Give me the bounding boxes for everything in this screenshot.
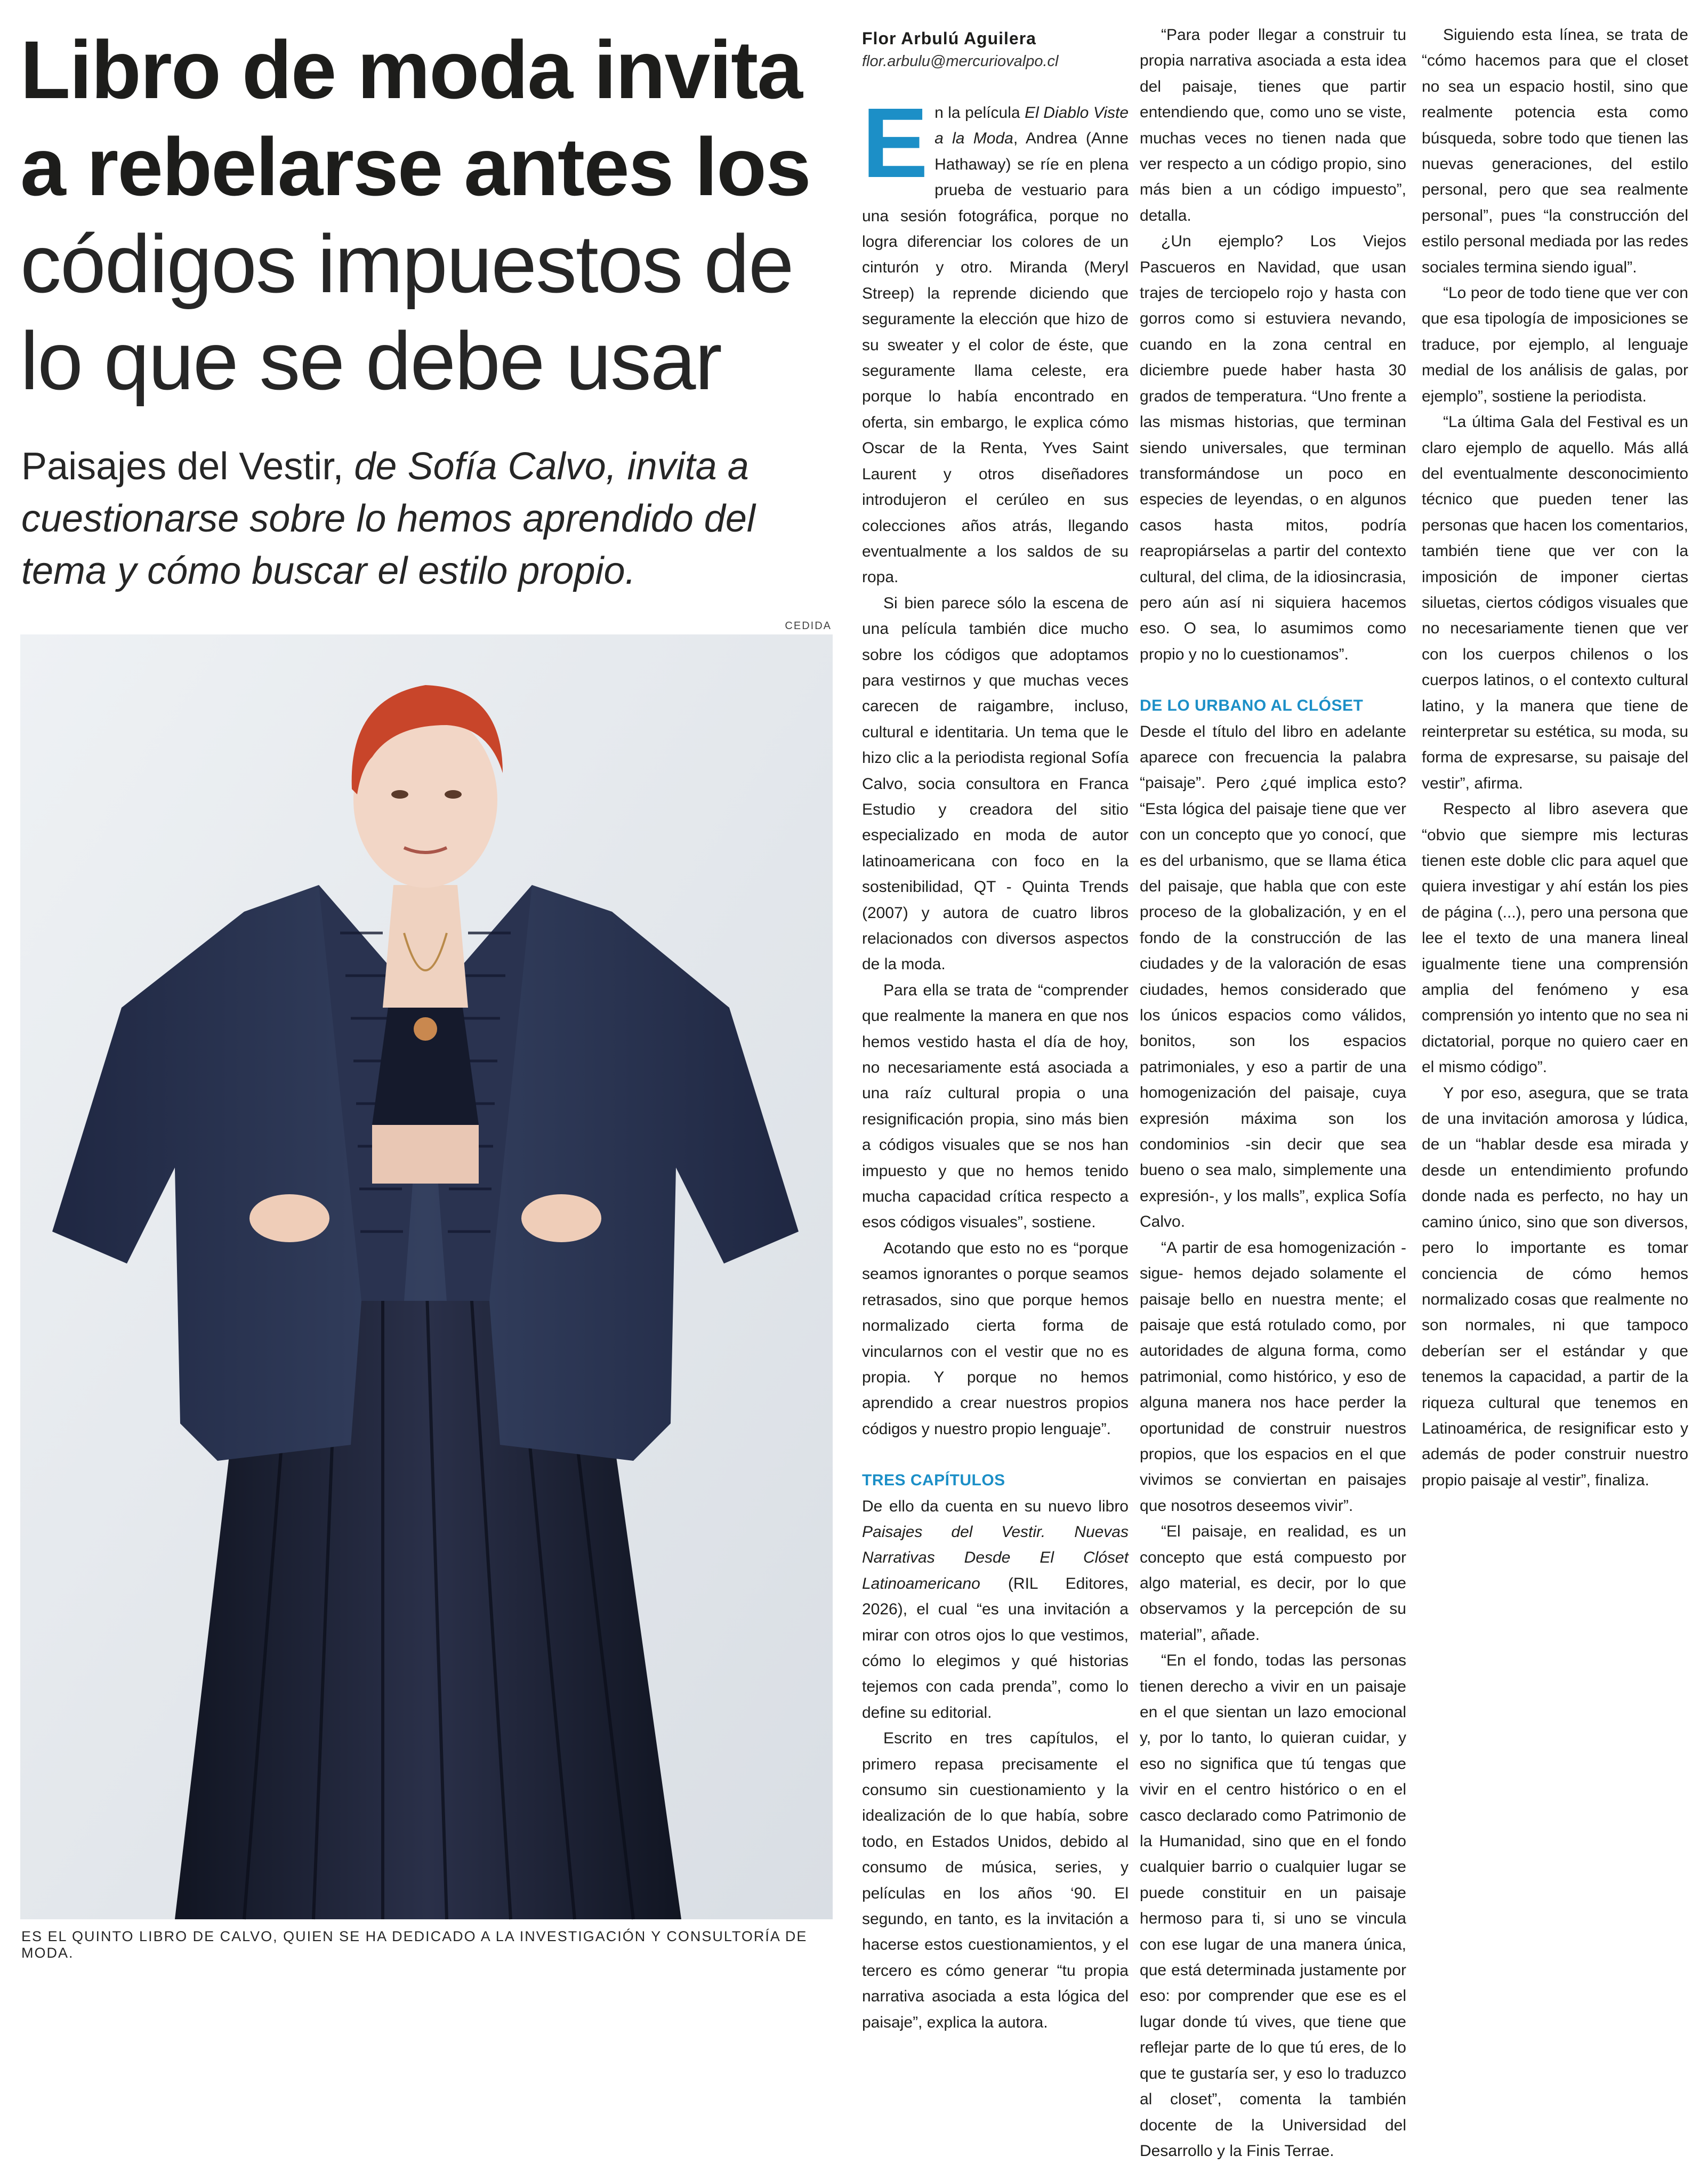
photo-credit: CEDIDA bbox=[785, 620, 832, 632]
paragraph: Respecto al libro asevera que “obvio que siempre mis lecturas tienen este doble clic para aquel que quiera investigar y ahí están los pies de página (...), pero una persona que lee el texto de una manera lineal igualmente tiene una comprensión amplia del fenómeno y esa comprensión yo intento que no sea ni dictatorial, porque no quiero caer en el mismo código”. bbox=[1422, 800, 1688, 1076]
paragraph: “Para poder llegar a construir tu propia narrativa asociada a esta idea del paisaje, tienes que partir entendiendo que, como uno se viste, muchas veces no tienen nada que ver respecto a un código propio, sino más bien a un código impuesto”, detalla. bbox=[1140, 26, 1406, 224]
headline-line: a rebelarse antes los bbox=[20, 121, 810, 213]
section-heading: TRES CAPÍTULOS bbox=[862, 1471, 1005, 1490]
paragraph: De ello da cuenta en su nuevo libro Paisajes del Vestir. Nuevas Narrativas Desde El Clóset Latinoamericano (RIL Editores, 2026), el cual “es una invitación a mirar con otros ojos lo que vestimos, cómo lo elegimos y qué historias tejemos con cada prenda”, como lo define su editorial. bbox=[862, 1497, 1129, 1721]
portrait-photo bbox=[20, 634, 833, 1919]
article-column-2 bbox=[1140, 22, 1406, 2160]
article-column-1 bbox=[862, 88, 1129, 2031]
byline bbox=[862, 27, 1139, 73]
film-title: El Diablo Viste a la Moda bbox=[934, 104, 1129, 148]
paragraph: Para ella se trata de “comprender que realmente la manera en que nos hemos vestido hasta el día de hoy, no necesariamente está asociada a una raíz cultural propia o una resignificación propia, sino más bien a códigos visuales que se nos han impuesto y que no hemos tenido mucha capacidad crítica respecto a esos códigos visuales”, sostiene. bbox=[862, 981, 1129, 1232]
paragraph: Escrito en tres capítulos, el primero repasa precisamente el consumo sin cuestionamiento y la idealización de lo que había, sobre todo, en Estados Unidos, debido al consumo de música, series, y películas en los años ‘90. El segundo, en tanto, es la invitación a hacerse estos cuestionamientos, y el tercero es cómo generar “tu propia narrativa asociada a esta lógica del paisaje”, explica la autora. bbox=[862, 1729, 1129, 2031]
photo-caption: ES EL QUINTO LIBRO DE CALVO, QUIEN SE HA DEDICADO A LA INVESTIGACIÓN Y CONSULTORÍA DE MODA. bbox=[21, 1928, 808, 1961]
paragraph: “En el fondo, todas las personas tienen derecho a vivir en un paisaje en el que sientan un lazo emocional y, por lo tanto, lo quieran cuidar, y eso no significa que tú tengas que vivir en el centro histórico o en el casco declarado como Patrimonio de la Humanidad, sino que en el fondo cualquier barrio o cualquier lugar se puede constituir en un paisaje hermoso para ti, si uno se vincula con ese lugar de una manera única, que está determinada justamente por eso: por comprender que ese es el lugar donde tú vives, que tiene que reflejar parte de lo que tú eres, de lo que te gustaría ser, y eso lo traduzco al closet”, comenta la también docente de la Universidad del Desarrollo y la Finis Terrae. bbox=[1140, 1652, 1406, 2160]
section-heading: DE LO URBANO AL CLÓSET bbox=[1140, 697, 1364, 715]
portrait-illustration bbox=[20, 634, 833, 1919]
author-email[interactable]: flor.arbulu@mercuriovalpo.cl bbox=[862, 53, 1059, 70]
deck-subtitle bbox=[21, 440, 821, 597]
paragraph: Desde el título del libro en adelante aparece con frecuencia la palabra “paisaje”. Pero ¿qué implica esto? “Esta lógica del paisaje tiene que ver con un concepto que yo conocí, que es del urbanismo, que se llama ética del paisaje, que habla que con este proceso de la globalización, y en el fondo de la construcción de las ciudades y de la valoración de esas ciudades, hemos considerado que los únicos espacios como válidos, bonitos, son los espacios patrimoniales, y eso a partir de una homogenización del paisaje, cuya expresión máxima son los condominios -sin decir que sea bueno o sea malo, simplemente una expresión-, y los malls”, explica Sofía Calvo. bbox=[1140, 722, 1406, 1231]
paragraph: Y por eso, asegura, que se trata de una invitación amorosa y lúdica, de un “hablar desde esa mirada y desde un entendimiento profundo donde nada es perfecto, no hay un camino único, sino que son diversos, pero lo importante es tomar conciencia de cómo hemos normalizado cosas que realmente no son normales, ni que tampoco deberían ser el estándar y que tenemos la capacidad, a partir de la riqueza cultural que tenemos en Latinoamérica, de resignificar esto y además de poder construir nuestro propio paisaje al vestir”, finaliza. bbox=[1422, 1084, 1688, 1489]
paragraph: En la película El Diablo Viste a la Moda, Andrea (Anne Hathaway) se ríe en plena prueba de vestuario para una sesión fotográfica, porque no logra diferenciar los colores de un cinturón y otro. Miranda (Meryl Streep) la reprende diciendo que seguramente la elección que hizo de su sweater y el color de éste, que seguramente llama celeste, era porque lo había encontrado en oferta, sin embargo, le explica cómo Oscar de la Renta, Yves Saint Laurent y otros diseñadores introdujeron el cerúleo en sus colecciones años atrás, llegando eventualmente a los saldos de su ropa. bbox=[862, 88, 1129, 586]
deck-text: de Sofía Calvo, invita a cuestionarse sobre lo hemos aprendido del tema y cómo buscar el estilo propio. bbox=[21, 445, 755, 592]
headline bbox=[20, 21, 820, 409]
paragraph: Acotando que esto no es “porque seamos ignorantes o porque seamos retrasados, sino que porque hemos normalizado cierta forma de vincularnos con el vestir que no es propia. Y porque no hemos aprendido a crear nuestros propios códigos y nuestro propio lenguaje”. bbox=[862, 1239, 1129, 1438]
headline-line: códigos impuestos de bbox=[20, 218, 793, 310]
book-title: Paisajes del Vestir. Nuevas Narrativas Desde El Clóset Latinoamericano bbox=[862, 1523, 1129, 1592]
paragraph: “Lo peor de todo tiene que ver con que esa tipología de imposiciones se traduce, por ejemplo, al lenguaje medial de los análisis de galas, por ejemplo”, sostiene la periodista. bbox=[1422, 284, 1688, 405]
paragraph: “El paisaje, en realidad, es un concepto que está compuesto por algo material, es decir, por lo que observamos y la percepción de su material”, añade. bbox=[1140, 1523, 1406, 1644]
paragraph: Siguiendo esta línea, se trata de “cómo hacemos para que el closet no sea un espacio hostil, sino que realmente potencia esta como búsqueda, sobre todo que tienen las nuevas generaciones, del estilo personal, pero que sea realmente personal”, pues “la construcción del estilo personal mediada por las redes sociales termina siendo igual”. bbox=[1422, 26, 1688, 276]
headline-line: lo que se debe usar bbox=[20, 315, 721, 407]
paragraph: ¿Un ejemplo? Los Viejos Pascueros en Navidad, que usan trajes de terciopelo rojo y hasta con gorros como si estuviera nevando, cuando en la zona central en diciembre puede haber hasta 30 grados de temperatura. “Uno frente a las mismas historias, que terminan siendo universales, que terminan transformándose un poco en especies de leyendas, o en algunos casos hasta mitos, podría reapropiárselas a partir del contexto cultural, del clima, de la idiosincrasia, pero aún así ni siquiera hacemos eso. O sea, lo asumimos como propio y no lo cuestionamos”. bbox=[1140, 232, 1406, 663]
deck-book-title: Paisajes del Vestir, bbox=[21, 445, 344, 488]
drop-cap: E bbox=[862, 88, 929, 198]
headline-line: Libro de moda invita bbox=[20, 24, 802, 116]
paragraph: “La última Gala del Festival es un claro ejemplo de aquello. Más allá del eventualmente desconocimiento técnico que pueden tener las personas que hacen los comentarios, también tiene que ver con la imposición de imponer ciertas siluetas, ciertos códigos visuales que no necesariamente tienen que ver con los cuerpos chilenos o los cuerpos latinos, o el contexto cultural latino, y la manera que tiene de reinterpretar su estética, su moda, su forma de expresarse, su paisaje del vestir”, afirma. bbox=[1422, 413, 1688, 792]
author-name: Flor Arbulú Aguilera bbox=[862, 29, 1036, 48]
article-column-3 bbox=[1422, 22, 1688, 1961]
paragraph: “A partir de esa homogenización -sigue- hemos dejado solamente el paisaje bello en nuestra mente; el paisaje que está rotulado como, por autoridades de alguna forma, como patrimonial, como histórico, y eso de alguna manera nos hace perder la oportunidad de construir nuestros propios, que los espacios en el que vivimos se conviertan en paisajes que nosotros deseemos vivir”. bbox=[1140, 1238, 1406, 1515]
paragraph: Si bien parece sólo la escena de una película también dice mucho sobre los códigos que adoptamos para vestirnos y que muchas veces carecen de raigambre, incluso, cultural e identitaria. Un tema que le hizo clic a la periodista regional Sofía Calvo, socia consultora en Franca Estudio y creadora del sitio especializado en moda de autor latinoamericana con foco en la sostenibilidad, QT - Quinta Trends (2007) y autora de cuatro libros relacionados con diversos aspectos de la moda. bbox=[862, 594, 1129, 974]
